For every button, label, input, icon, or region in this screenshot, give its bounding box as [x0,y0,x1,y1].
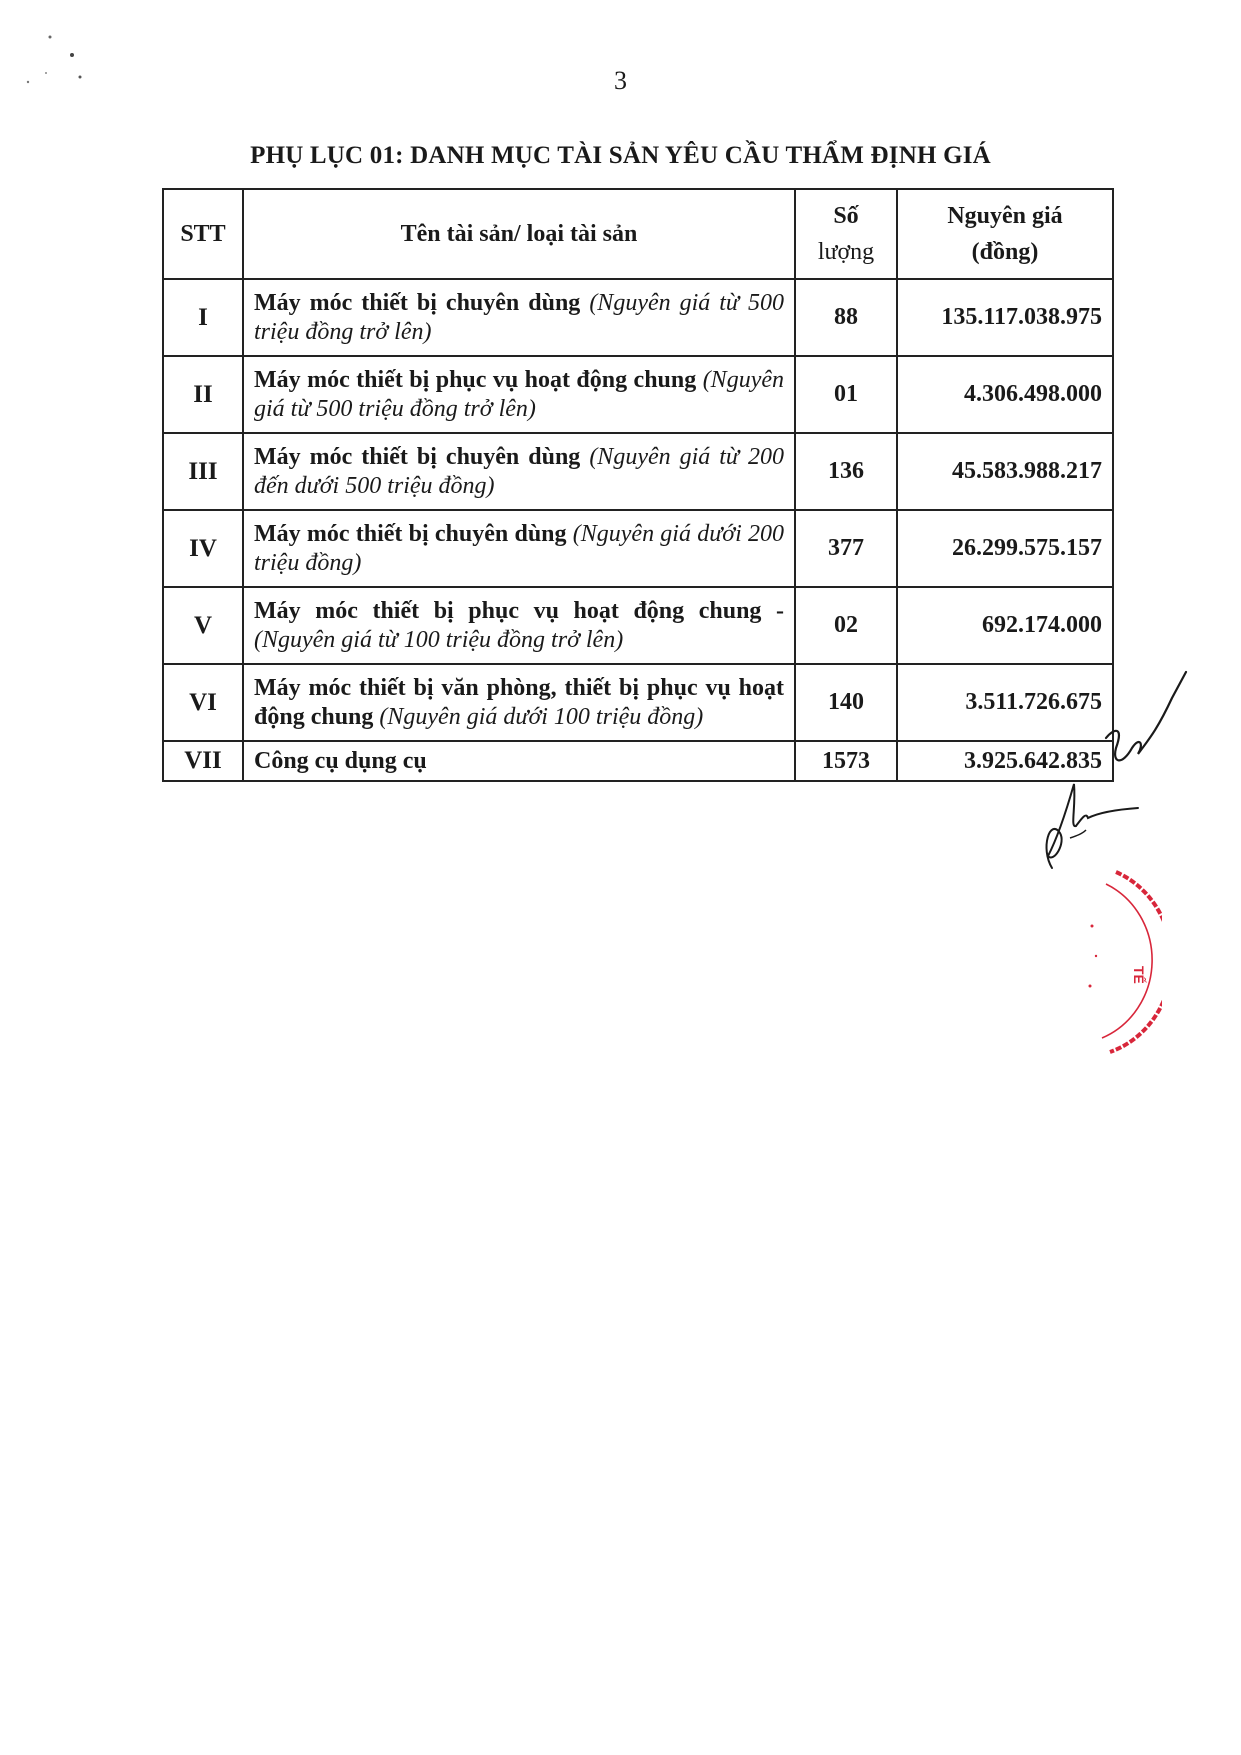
page-number: 3 [614,66,627,95]
row-quantity: 01 [795,356,897,433]
row-asset-name [243,433,795,510]
table-row [163,664,1113,741]
row-original-cost: 26.299.575.157 [897,510,1113,587]
handwritten-initial-icon [1102,668,1192,788]
asset-name-note: (Nguyên giá từ 500 triệu đồng trở lên) [254,366,784,422]
table-row [163,510,1113,587]
row-quantity: 88 [795,279,897,356]
header-asset-name: Tên tài sản/ loại tài sản [243,189,795,279]
row-stt: II [163,356,243,433]
table-header-row [163,189,1113,279]
table-row [163,356,1113,433]
row-asset-name [243,587,795,664]
row-original-cost: 692.174.000 [897,587,1113,664]
row-quantity: 136 [795,433,897,510]
row-original-cost: 3.511.726.675 [897,664,1113,741]
asset-name-note: (Nguyên giá từ 100 triệu đồng trở lên) [254,626,624,653]
row-original-cost: 45.583.988.217 [897,433,1113,510]
row-asset-name [243,510,795,587]
asset-table [162,188,1114,782]
asset-name-text: Máy móc thiết bị chuyên dùng [254,520,567,547]
header-stt: STT [163,189,243,279]
row-asset-name [243,279,795,356]
row-asset-name [243,356,795,433]
row-quantity: 1573 [795,741,897,781]
signature-icon [1030,778,1140,878]
row-stt: III [163,433,243,510]
table-row [163,433,1113,510]
row-quantity: 377 [795,510,897,587]
row-original-cost: 3.925.642.835 [897,741,1113,781]
row-asset-name [243,664,795,741]
header-quantity [795,189,897,279]
asset-name-note: (Nguyên giá dưới 100 triệu đồng) [379,703,704,730]
row-asset-name [243,741,795,781]
stamp-text: TẾ [1131,966,1147,984]
row-quantity: 140 [795,664,897,741]
header-quantity-line2: lượng [817,239,875,265]
asset-name-text: Máy móc thiết bị chuyên dùng [254,289,581,316]
asset-name-text: Máy móc thiết bị phục vụ hoạt động chung - [254,597,784,624]
asset-name-text: Máy móc thiết bị phục vụ hoạt động chung [254,366,697,393]
asset-name-text: Máy móc thiết bị chuyên dùng [254,443,581,470]
header-original-cost [897,189,1113,279]
row-stt: VII [163,741,243,781]
table-row [163,587,1113,664]
row-stt: V [163,587,243,664]
row-original-cost: 4.306.498.000 [897,356,1113,433]
header-original-cost-line1: Nguyên giá [947,203,1063,229]
header-original-cost-line2: (đồng) [971,239,1039,265]
row-quantity: 02 [795,587,897,664]
table-row [163,741,1113,781]
document-title: PHỤ LỤC 01: DANH MỤC TÀI SẢN YÊU CẦU THẨM ĐỊNH GIÁ [250,142,991,169]
official-stamp-icon [1082,866,1162,1066]
asset-name-note: (Nguyên giá từ 200 đến dưới 500 triệu đồng) [254,443,785,499]
asset-name-note: (Nguyên giá từ 500 triệu đồng trở lên) [254,289,785,345]
scan-specks [20,25,100,95]
asset-name-text: Công cụ dụng cụ [254,747,427,774]
row-stt: IV [163,510,243,587]
asset-name-note: (Nguyên giá dưới 200 triệu đồng) [254,520,785,576]
row-stt: I [163,279,243,356]
row-stt: VI [163,664,243,741]
asset-name-text: Máy móc thiết bị văn phòng, thiết bị phục vụ hoạt động chung [254,674,784,730]
row-original-cost: 135.117.038.975 [897,279,1113,356]
table-row [163,279,1113,356]
header-quantity-line1: Số [833,203,859,229]
